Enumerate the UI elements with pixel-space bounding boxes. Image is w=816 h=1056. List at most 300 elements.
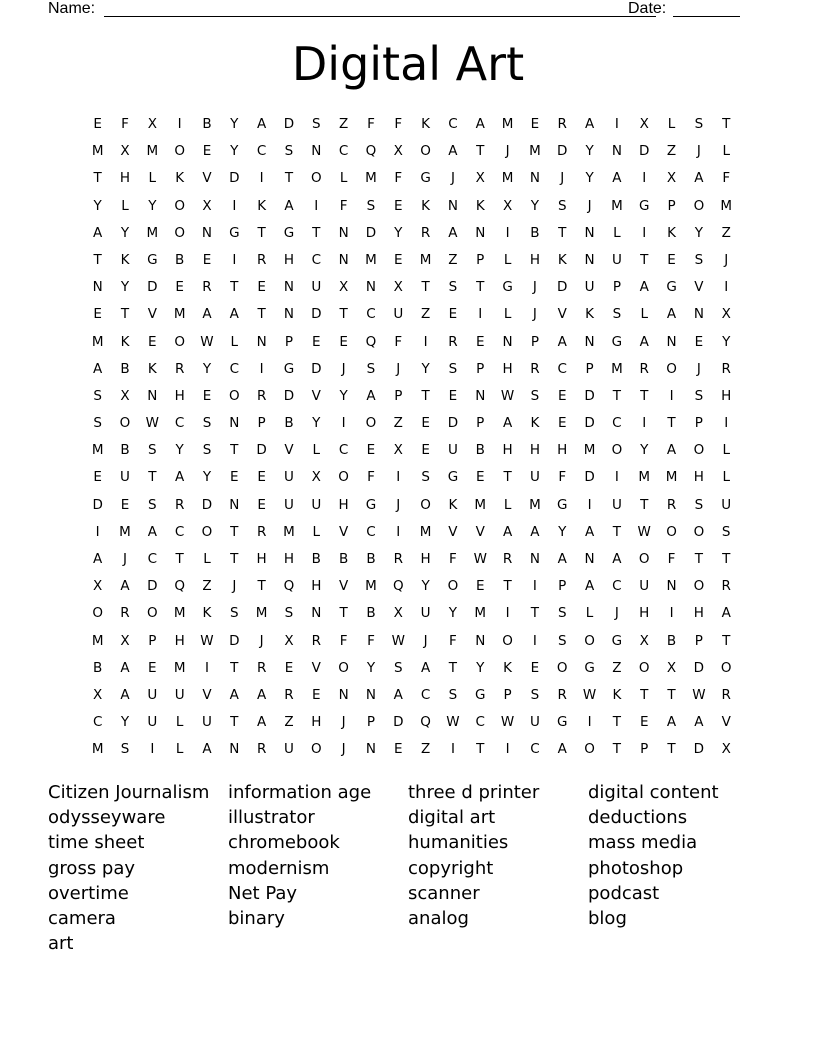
grid-letter: C bbox=[448, 116, 458, 132]
grid-letter: K bbox=[475, 197, 485, 214]
word-item: time sheet bbox=[48, 832, 145, 854]
grid-letter: L bbox=[121, 197, 129, 214]
grid-letter: C bbox=[338, 143, 349, 160]
grid-letter: B bbox=[338, 551, 349, 567]
grid-letter: J bbox=[560, 170, 565, 187]
grid-letter: D bbox=[283, 116, 295, 132]
word-item: humanities bbox=[408, 832, 509, 854]
grid-letter: X bbox=[311, 469, 321, 486]
grid-letter: L bbox=[585, 605, 594, 622]
grid-letter: T bbox=[230, 659, 239, 676]
grid-letter: H bbox=[693, 605, 704, 622]
word-item: odysseyware bbox=[48, 807, 166, 829]
grid-letter: G bbox=[611, 333, 623, 350]
grid-letter: L bbox=[503, 496, 512, 513]
grid-letter: V bbox=[694, 279, 704, 296]
grid-letter: D bbox=[229, 632, 240, 649]
grid-letter: E bbox=[312, 686, 321, 703]
grid-letter: W bbox=[391, 632, 405, 649]
grid-letter: C bbox=[92, 714, 103, 731]
grid-letter: T bbox=[230, 442, 239, 459]
word-item: deductions bbox=[588, 807, 688, 829]
grid-letter: V bbox=[338, 578, 349, 595]
grid-letter: K bbox=[557, 251, 567, 268]
grid-letter: L bbox=[722, 442, 730, 459]
grid-letter: G bbox=[502, 279, 513, 296]
grid-row bbox=[84, 329, 740, 356]
grid-letter: A bbox=[721, 605, 731, 622]
grid-letter: B bbox=[311, 551, 321, 567]
grid-letter: U bbox=[447, 442, 458, 459]
grid-letter: Q bbox=[283, 578, 295, 595]
grid-letter: H bbox=[529, 251, 540, 268]
grid-letter: A bbox=[557, 741, 567, 758]
grid-letter: E bbox=[93, 469, 102, 486]
grid-letter: J bbox=[341, 714, 346, 731]
grid-letter: M bbox=[91, 741, 104, 758]
grid-letter: X bbox=[202, 197, 212, 214]
grid-letter: K bbox=[585, 306, 594, 323]
grid-letter: A bbox=[448, 143, 458, 160]
grid-letter: T bbox=[612, 741, 622, 758]
grid-letter: S bbox=[557, 632, 567, 649]
grid-letter: A bbox=[639, 333, 649, 350]
grid-letter: I bbox=[341, 415, 346, 432]
grid-row bbox=[84, 410, 740, 437]
grid-letter: N bbox=[283, 279, 295, 296]
grid-letter: Z bbox=[338, 116, 349, 132]
grid-row bbox=[84, 383, 740, 410]
grid-letter: M bbox=[365, 170, 377, 187]
grid-letter: R bbox=[256, 659, 267, 676]
grid-letter: E bbox=[93, 116, 102, 132]
grid-letter: G bbox=[147, 251, 158, 268]
grid-letter: I bbox=[259, 170, 264, 187]
grid-letter: U bbox=[147, 714, 158, 731]
grid-letter: D bbox=[229, 170, 240, 187]
grid-letter: J bbox=[396, 360, 401, 377]
grid-letter: U bbox=[311, 279, 322, 296]
grid-letter: E bbox=[394, 251, 403, 268]
word-item: digital art bbox=[408, 807, 496, 829]
grid-letter: S bbox=[694, 251, 704, 268]
grid-letter: O bbox=[638, 659, 650, 676]
grid-letter: J bbox=[587, 197, 592, 214]
grid-letter: K bbox=[120, 251, 130, 268]
grid-letter: H bbox=[502, 360, 513, 377]
grid-letter: L bbox=[312, 523, 321, 540]
grid-letter: Y bbox=[394, 224, 403, 241]
grid-letter: P bbox=[558, 578, 567, 595]
grid-row bbox=[84, 111, 740, 138]
grid-letter: V bbox=[448, 523, 458, 540]
grid-letter: W bbox=[692, 686, 706, 703]
grid-letter: M bbox=[365, 578, 377, 595]
grid-letter: L bbox=[667, 116, 676, 132]
grid-letter: I bbox=[614, 469, 619, 486]
grid-letter: B bbox=[202, 116, 212, 132]
grid-letter: E bbox=[475, 578, 485, 595]
grid-letter: Q bbox=[420, 714, 431, 731]
grid-letter: A bbox=[366, 387, 376, 404]
grid-letter: J bbox=[232, 578, 237, 595]
grid-letter: O bbox=[584, 632, 595, 649]
grid-letter: U bbox=[147, 686, 158, 703]
grid-letter: V bbox=[202, 686, 212, 703]
grid-letter: H bbox=[311, 578, 322, 595]
grid-letter: H bbox=[721, 387, 732, 404]
word-column bbox=[588, 780, 768, 956]
grid-letter: U bbox=[639, 578, 650, 595]
grid-letter: P bbox=[503, 686, 512, 703]
grid-letter: S bbox=[448, 686, 458, 703]
grid-letter: B bbox=[666, 632, 677, 649]
grid-letter: S bbox=[366, 360, 376, 377]
grid-letter: X bbox=[120, 143, 130, 160]
grid-letter: S bbox=[448, 360, 458, 377]
grid-letter: T bbox=[339, 306, 348, 323]
grid-letter: D bbox=[447, 415, 459, 432]
grid-row bbox=[84, 193, 740, 220]
grid-letter: B bbox=[175, 251, 185, 268]
grid-letter: M bbox=[529, 143, 541, 160]
grid-letter: I bbox=[150, 741, 155, 758]
grid-row bbox=[84, 301, 740, 328]
grid-letter: I bbox=[669, 605, 674, 622]
grid-letter: S bbox=[557, 197, 567, 214]
word-item: photoshop bbox=[588, 857, 684, 879]
grid-letter: U bbox=[202, 714, 212, 731]
grid-letter: O bbox=[693, 197, 705, 214]
grid-letter: T bbox=[612, 714, 622, 731]
grid-letter: T bbox=[640, 387, 649, 404]
grid-letter: H bbox=[283, 251, 295, 268]
grid-letter: Z bbox=[393, 415, 403, 432]
grid-letter: O bbox=[174, 333, 185, 350]
grid-letter: Y bbox=[230, 143, 239, 160]
grid-letter: Z bbox=[666, 143, 677, 160]
word-item: Net Pay bbox=[228, 882, 298, 904]
grid-letter: M bbox=[419, 523, 432, 540]
grid-letter: I bbox=[177, 116, 182, 132]
grid-letter: P bbox=[694, 415, 703, 432]
grid-letter: W bbox=[446, 714, 460, 731]
grid-letter: T bbox=[667, 741, 676, 758]
grid-letter: A bbox=[584, 523, 595, 540]
grid-letter: S bbox=[284, 605, 294, 622]
grid-letter: O bbox=[693, 523, 705, 540]
grid-letter: T bbox=[640, 496, 649, 513]
grid-letter: O bbox=[638, 551, 650, 567]
grid-letter: V bbox=[284, 442, 294, 459]
grid-letter: K bbox=[421, 116, 431, 132]
grid-letter: N bbox=[338, 224, 349, 241]
grid-letter: T bbox=[640, 686, 649, 703]
grid-letter: E bbox=[257, 496, 266, 513]
grid-letter: E bbox=[230, 469, 239, 486]
grid-letter: T bbox=[339, 605, 348, 622]
grid-letter: Y bbox=[339, 387, 348, 404]
grid-letter: R bbox=[557, 686, 567, 703]
grid-letter: X bbox=[338, 279, 349, 296]
grid-letter: Y bbox=[202, 360, 212, 377]
grid-letter: F bbox=[558, 469, 567, 486]
grid-letter: M bbox=[474, 496, 487, 513]
grid-letter: T bbox=[421, 279, 430, 296]
grid-letter: W bbox=[145, 415, 159, 432]
grid-letter: A bbox=[530, 523, 540, 540]
grid-letter: A bbox=[557, 333, 567, 350]
grid-letter: X bbox=[639, 632, 649, 649]
grid-letter: J bbox=[450, 170, 455, 187]
grid-letter: F bbox=[367, 116, 375, 132]
grid-letter: E bbox=[148, 659, 157, 676]
grid-letter: F bbox=[667, 551, 676, 567]
grid-letter: T bbox=[722, 632, 731, 649]
grid-letter: R bbox=[311, 632, 321, 649]
grid-letter: A bbox=[202, 741, 212, 758]
grid-letter: O bbox=[365, 415, 377, 432]
grid-letter: V bbox=[475, 523, 485, 540]
grid-letter: C bbox=[557, 360, 567, 377]
grid-letter: I bbox=[505, 741, 510, 758]
word-item: art bbox=[48, 933, 74, 955]
grid-letter: Q bbox=[174, 578, 185, 595]
grid-row bbox=[84, 682, 740, 709]
grid-letter: P bbox=[530, 333, 539, 350]
grid-letter: A bbox=[257, 116, 267, 132]
grid-letter: L bbox=[722, 143, 730, 160]
grid-letter: K bbox=[612, 686, 622, 703]
grid-letter: A bbox=[202, 306, 212, 323]
grid-letter: T bbox=[667, 686, 676, 703]
word-item: blog bbox=[588, 908, 627, 930]
grid-letter: L bbox=[722, 469, 730, 486]
grid-letter: E bbox=[202, 143, 212, 160]
date-field[interactable] bbox=[673, 16, 740, 17]
grid-letter: H bbox=[311, 714, 322, 731]
grid-letter: R bbox=[557, 116, 567, 132]
grid-letter: I bbox=[642, 415, 647, 432]
grid-letter: L bbox=[148, 170, 157, 187]
grid-letter: A bbox=[229, 686, 239, 703]
grid-letter: S bbox=[694, 387, 704, 404]
grid-letter: V bbox=[311, 659, 321, 676]
grid-letter: M bbox=[583, 442, 596, 459]
word-item: podcast bbox=[588, 882, 660, 904]
grid-letter: G bbox=[475, 686, 486, 703]
grid-letter: U bbox=[611, 251, 622, 268]
grid-letter: M bbox=[173, 605, 186, 622]
grid-letter: E bbox=[475, 469, 485, 486]
grid-letter: N bbox=[693, 306, 704, 323]
grid-letter: Y bbox=[476, 659, 485, 676]
grid-letter: Q bbox=[365, 333, 377, 350]
grid-letter: X bbox=[284, 632, 294, 649]
grid-letter: W bbox=[637, 523, 651, 540]
grid-letter: T bbox=[612, 523, 622, 540]
grid-letter: T bbox=[93, 170, 102, 187]
grid-letter: T bbox=[148, 469, 157, 486]
grid-letter: S bbox=[120, 741, 130, 758]
grid-letter: E bbox=[394, 741, 403, 758]
grid-letter: I bbox=[587, 714, 592, 731]
grid-row bbox=[84, 628, 740, 655]
grid-letter: R bbox=[448, 333, 458, 350]
grid-letter: G bbox=[666, 279, 677, 296]
grid-letter: T bbox=[612, 387, 622, 404]
grid-letter: A bbox=[666, 306, 677, 323]
grid-letter: I bbox=[532, 578, 537, 595]
grid-letter: H bbox=[420, 551, 431, 567]
grid-letter: O bbox=[420, 496, 431, 513]
grid-letter: N bbox=[338, 686, 349, 703]
grid-letter: Y bbox=[694, 224, 703, 241]
grid-row bbox=[84, 165, 740, 192]
grid-letter: C bbox=[174, 415, 185, 432]
grid-letter: T bbox=[722, 551, 731, 567]
grid-letter: D bbox=[147, 279, 158, 296]
grid-letter: E bbox=[202, 251, 212, 268]
grid-letter: R bbox=[256, 387, 267, 404]
grid-letter: D bbox=[584, 469, 595, 486]
grid-letter: X bbox=[393, 279, 403, 296]
grid-letter: S bbox=[366, 197, 376, 214]
grid-letter: O bbox=[338, 659, 349, 676]
grid-letter: A bbox=[420, 659, 431, 676]
grid-letter: L bbox=[312, 442, 321, 459]
grid-letter: K bbox=[530, 415, 540, 432]
grid-letter: Z bbox=[612, 659, 622, 676]
grid-letter: R bbox=[639, 360, 649, 377]
grid-letter: O bbox=[174, 224, 185, 241]
grid-letter: T bbox=[230, 551, 239, 567]
grid-letter: N bbox=[365, 279, 376, 296]
grid-letter: E bbox=[530, 659, 540, 676]
grid-letter: M bbox=[365, 251, 377, 268]
grid-letter: E bbox=[421, 442, 430, 459]
grid-letter: Y bbox=[448, 605, 458, 622]
grid-letter: M bbox=[611, 197, 623, 214]
grid-letter: N bbox=[475, 632, 486, 649]
grid-letter: N bbox=[584, 333, 595, 350]
grid-letter: U bbox=[174, 686, 185, 703]
grid-letter: M bbox=[91, 333, 104, 350]
grid-letter: T bbox=[558, 224, 567, 241]
grid-letter: L bbox=[503, 306, 512, 323]
grid-letter: P bbox=[257, 415, 266, 432]
grid-letter: Z bbox=[448, 251, 458, 268]
grid-letter: B bbox=[475, 442, 485, 459]
grid-letter: M bbox=[419, 251, 432, 268]
grid-letter: O bbox=[174, 197, 185, 214]
grid-letter: K bbox=[202, 605, 212, 622]
grid-letter: Y bbox=[175, 442, 184, 459]
grid-row bbox=[84, 546, 740, 573]
grid-letter: O bbox=[447, 578, 459, 595]
grid-letter: C bbox=[311, 251, 321, 268]
grid-letter: D bbox=[584, 415, 595, 432]
grid-letter: I bbox=[505, 224, 510, 241]
grid-letter: M bbox=[283, 523, 295, 540]
grid-letter: N bbox=[611, 143, 622, 160]
grid-letter: N bbox=[229, 741, 240, 758]
grid-letter: O bbox=[201, 523, 213, 540]
grid-letter: E bbox=[530, 116, 540, 132]
grid-letter: A bbox=[120, 686, 130, 703]
grid-letter: A bbox=[666, 442, 677, 459]
grid-letter: H bbox=[502, 442, 513, 459]
grid-letter: R bbox=[174, 360, 185, 377]
grid-letter: N bbox=[584, 251, 595, 268]
grid-letter: F bbox=[367, 469, 375, 486]
grid-letter: J bbox=[505, 143, 510, 160]
grid-letter: R bbox=[721, 360, 731, 377]
grid-letter: E bbox=[667, 251, 676, 268]
grid-letter: J bbox=[423, 632, 428, 649]
name-field[interactable] bbox=[104, 16, 656, 17]
grid-letter: M bbox=[474, 605, 487, 622]
grid-letter: L bbox=[175, 714, 184, 731]
word-item: analog bbox=[408, 908, 469, 930]
grid-letter: B bbox=[530, 224, 540, 241]
grid-letter: V bbox=[721, 714, 731, 731]
grid-letter: O bbox=[92, 605, 103, 622]
grid-letter: D bbox=[557, 143, 568, 160]
grid-row bbox=[84, 274, 740, 301]
grid-letter: R bbox=[666, 496, 677, 513]
grid-letter: I bbox=[95, 523, 100, 540]
grid-letter: N bbox=[365, 686, 376, 703]
grid-letter: Z bbox=[202, 578, 212, 595]
grid-letter: Y bbox=[312, 415, 321, 432]
grid-letter: A bbox=[120, 578, 130, 595]
grid-letter: R bbox=[721, 686, 731, 703]
grid-letter: X bbox=[393, 442, 403, 459]
grid-letter: R bbox=[256, 741, 267, 758]
grid-letter: M bbox=[146, 224, 159, 241]
grid-letter: D bbox=[147, 578, 158, 595]
grid-letter: F bbox=[394, 333, 403, 350]
grid-letter: J bbox=[341, 741, 346, 758]
grid-letter: C bbox=[256, 143, 267, 160]
grid-letter: E bbox=[394, 197, 403, 214]
grid-letter: C bbox=[475, 714, 485, 731]
grid-letter: A bbox=[147, 523, 157, 540]
grid-letter: B bbox=[366, 605, 376, 622]
grid-letter: F bbox=[394, 170, 403, 187]
grid-letter: G bbox=[638, 197, 650, 214]
grid-letter: I bbox=[669, 387, 674, 404]
grid-letter: A bbox=[584, 578, 595, 595]
grid-letter: D bbox=[201, 496, 213, 513]
grid-letter: R bbox=[256, 523, 267, 540]
grid-letter: F bbox=[394, 116, 403, 132]
grid-letter: Y bbox=[585, 143, 594, 160]
grid-letter: P bbox=[476, 415, 485, 432]
grid-letter: A bbox=[257, 714, 267, 731]
grid-letter: T bbox=[694, 551, 703, 567]
grid-letter: N bbox=[666, 333, 677, 350]
grid-letter: O bbox=[556, 659, 568, 676]
grid-letter: I bbox=[724, 415, 729, 432]
grid-letter: T bbox=[230, 714, 239, 731]
grid-letter: O bbox=[666, 523, 677, 540]
grid-letter: X bbox=[666, 170, 677, 187]
grid-letter: H bbox=[693, 469, 704, 486]
grid-letter: Z bbox=[284, 714, 294, 731]
grid-letter: M bbox=[119, 523, 131, 540]
